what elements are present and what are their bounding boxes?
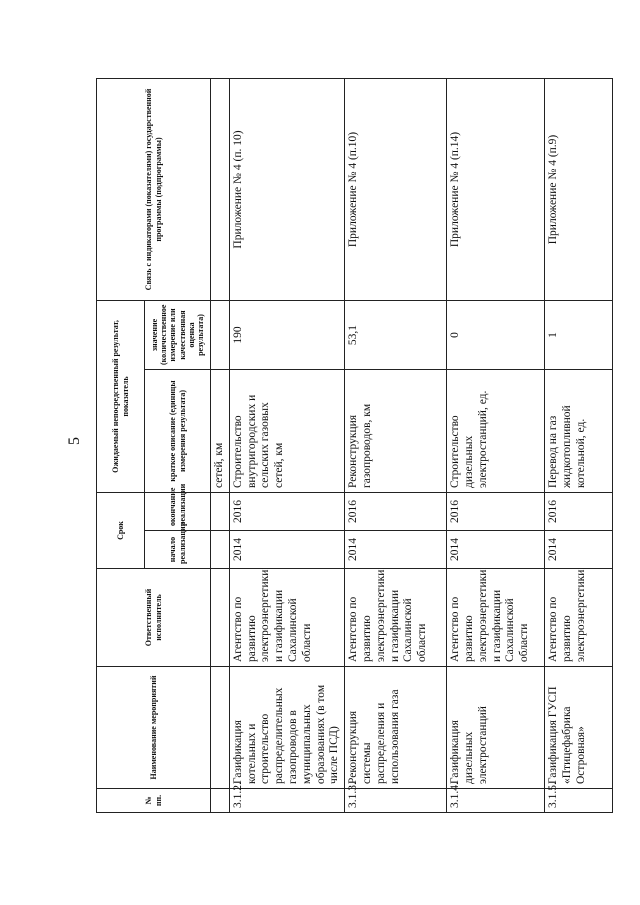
row-desc: Реконструкция газопроводов, км: [345, 370, 447, 493]
row-link: Приложение № 4 (п.10): [345, 78, 447, 300]
row-end: 2016: [345, 493, 447, 531]
row-name: Реконструкция системы распределения и использования газа: [345, 667, 447, 789]
header-num: № пп.: [97, 789, 211, 813]
table-row: [229, 78, 344, 812]
header-desc: краткое описание (единицы измерения результата): [145, 370, 211, 493]
page-number: 5: [66, 437, 83, 445]
row-executor: Агентство по развитию электроэнергетики: [545, 569, 613, 667]
row-end: 2016: [545, 493, 613, 531]
row-start: 2014: [545, 531, 613, 569]
row-name: Газификация ГУСП «Птицефабрика Островная»: [545, 667, 613, 789]
row-value: 1: [545, 300, 613, 369]
row-name: Газификация дизельных электростанций: [447, 667, 545, 789]
header-value: значение (количественное измерение или качественная оценка результата): [145, 300, 211, 369]
row-start: 2014: [229, 531, 344, 569]
row-executor: Агентство по развитию электроэнергетики и газификации Сахалинской области: [345, 569, 447, 667]
row-value: 190: [229, 300, 344, 369]
header-name: Наименование мероприятий: [97, 667, 211, 789]
header-term: Срок: [97, 493, 145, 569]
row-desc: Перевод на газ жидкотопливной котельной, ед.: [545, 370, 613, 493]
row-num: 3.1.4.: [447, 789, 545, 813]
cont-executor: [211, 569, 230, 667]
cont-link: [211, 78, 230, 300]
row-start: 2014: [345, 531, 447, 569]
row-link: Приложение № 4 (п.14): [447, 78, 545, 300]
cont-end: [211, 493, 230, 531]
row-start: 2014: [447, 531, 545, 569]
table-row: [345, 78, 447, 812]
row-link: Приложение № 4 (п. 10): [229, 78, 344, 300]
row-desc: Строительство внутригородских и сельских газовых сетей, км: [229, 370, 344, 493]
table-row: [447, 78, 545, 812]
cont-value: [211, 300, 230, 369]
continuation-row: [211, 78, 230, 812]
header-end: окончание реализации: [145, 493, 211, 531]
row-end: 2016: [229, 493, 344, 531]
row-name: Газификация котельных и строительство распределительных газопроводов в муниципальных образованиях (в том числе ПСД): [229, 667, 344, 789]
row-desc: Строительство дизельных электростанций, ед.: [447, 370, 545, 493]
header-result: Ожидаемый непосредственный результат, показатель: [97, 300, 145, 492]
cont-num: [211, 789, 230, 813]
row-value: 53,1: [345, 300, 447, 369]
cont-start: [211, 531, 230, 569]
activities-table: [96, 78, 613, 813]
row-executor: Агентство по развитию электроэнергетики и газификации Сахалинской области: [447, 569, 545, 667]
row-end: 2016: [447, 493, 545, 531]
header-executor: Ответственный исполнитель: [97, 569, 211, 667]
row-num: 3.1.2.: [229, 789, 344, 813]
table-row: [545, 78, 613, 812]
row-executor: Агентство по развитию электроэнергетики и газификации Сахалинской области: [229, 569, 344, 667]
cont-name: [211, 667, 230, 789]
rotated-table-container: [96, 79, 597, 813]
header-start: начало реализации: [145, 531, 211, 569]
row-link: Приложение № 4 (п.9): [545, 78, 613, 300]
row-num: 3.1.5.: [545, 789, 613, 813]
header-link: Связь с индикаторами (показателями) государственной программы (подпрограммы): [97, 78, 211, 300]
row-value: 0: [447, 300, 545, 369]
cont-desc: сетей, км: [211, 370, 230, 493]
row-num: 3.1.3.: [345, 789, 447, 813]
